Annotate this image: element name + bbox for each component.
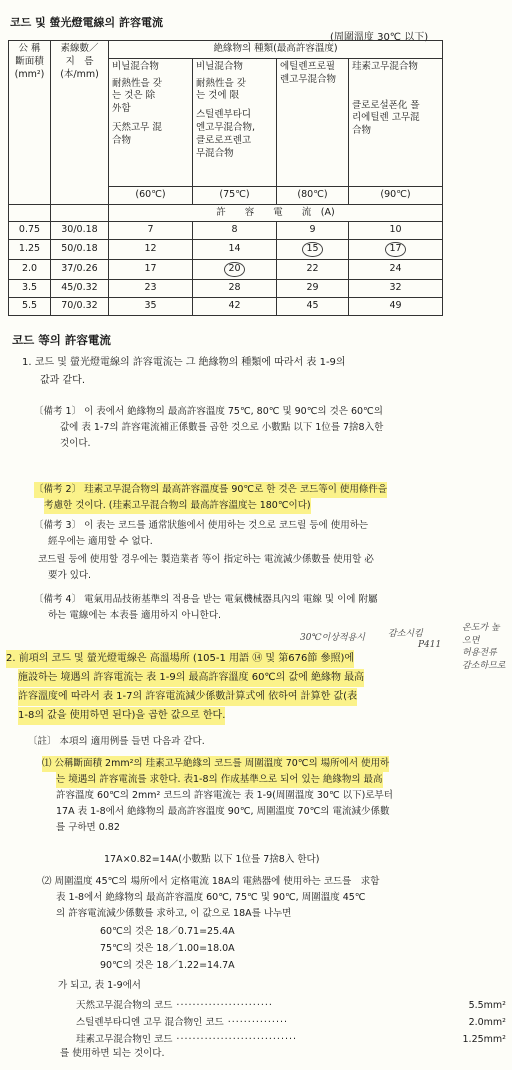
handwritten-note-3: P411 <box>418 640 442 650</box>
handwritten-note-4: 온도가 높으면 허용전류 감소하므로 <box>462 623 506 671</box>
example-1-calc: 17A×0.82=14A(小數點 以下 1位를 7捨8入 한다) <box>104 854 320 865</box>
ins-header-3: 에틸렌프로필 렌고무混合物 <box>277 58 349 186</box>
ins-header-1: 비닐混合物 耐熱性을 갖 는 것은 除 外함 天然고무 混 合物 <box>109 58 193 186</box>
ins-header-2: 비닐混合物 耐熱性을 갖 는 것에 限 스틸렌부타디 엔고무混合物, 클로로프렌고 무混合物 <box>193 58 277 186</box>
table-row: 1.25 50/0.18 12 14 15 17 <box>9 240 443 260</box>
temp-80: (80℃) <box>277 186 349 204</box>
temp-75: (75℃) <box>193 186 277 204</box>
handwritten-note-2: 감소시킴 <box>388 629 423 639</box>
result-list <box>76 998 506 1050</box>
list-item: 스틸렌부타디엔 고무 混合物인 코드 ··············· 2.0mm² <box>76 1017 506 1028</box>
example-2: ⑵ 周圍溫度 45℃의 場所에서 定格電流 18A의 電熱器에 使用하는 코드를 求함 表 1-8에서 絶緣物의 最高許容溫度 60℃, 75℃ 및 90℃, 周圍溫度 45℃ 의 許容電流減少係數를 求하고, 이 값으로 18A를 나누면 <box>42 876 380 919</box>
table-title: 코드 및 螢光燈電線의 許容電流 <box>10 16 163 29</box>
list-item: 珪素고무混合物인 코드 ······························ 1.25mm² <box>76 1034 506 1045</box>
paragraph-1: 1. 코드 및 螢光燈電線의 許容電流는 그 絶緣物의 種類에 따라서 表 1-9의 값과 같다. <box>22 357 346 386</box>
ins-header-4: 珪素고무混合物 클로로설폰化 폴 리에틸렌 고무混 合物 <box>349 58 443 186</box>
remark-3: 〔備考 3〕 이 表는 코드를 通常狀態에서 使用하는 것으로 코드릴 등에 使用하는 經우에는 適用할 수 없다. 코드릴 등에 使用할 경우에는 製造業者 等이 指定하는 電流減少係數를 使用할 必 要가 있다. <box>34 520 374 581</box>
ambient-condition: (周圍溫度 30℃ 以下) <box>330 32 429 43</box>
table-row: 3.5 45/0.32 23 28 29 32 <box>9 279 443 297</box>
table-row: 0.75 30/0.18 7 8 9 10 <box>9 222 443 240</box>
final-line: 를 使用하면 되는 것이다. <box>60 1048 165 1059</box>
temp-90: (90℃) <box>349 186 443 204</box>
col-strand-header: 素線數／ 지 름 (本/mm) <box>51 41 109 205</box>
col-area-header: 公 稱 斷面積 (mm²) <box>9 41 51 205</box>
ampacity-table <box>8 40 443 316</box>
paragraph-2: 2. 前項의 코드 및 螢光燈電線은 高溫場所 (105-1 用語 ⑭ 및 第676節 參照)에 施設하는 境遇의 許容電流는 表 1-9의 最高許容溫度 60℃의 값에 絶緣物 最高 許容溫度에 따라서 表 1-7의 許容電流減少係數計算式에 依하여 計算한 값(表 1-8의 값을 使用하면 된다)을 곱한 값으로 한다. <box>6 650 458 730</box>
example-1: ⑴ 公稱斷面積 2mm²의 珪素고무絶緣의 코드를 周圍溫度 70℃의 場所에서 使用하 는 境遇의 許容電流를 求한다. 表1-8의 作成基準으로 되어 있는 絶緣物의 最高 許容溫度 60℃의 2mm² 코드의 許容電流는 表 1-9(周圍溫度 30℃ 以下)로부터 17A 表 1-8에서 絶緣物의 最高許容溫度 90℃, 周圍溫度 70℃의 電流減少係數 를 구하면 0.82 <box>42 758 393 833</box>
remark-4: 〔備考 4〕 電氣用品技術基準의 적용을 받는 電氣機械器具內의 電線 및 이에 附屬 하는 電線에는 本表를 適用하지 아니한다. <box>34 594 378 621</box>
calc-list: 60℃의 것은 18／0.71=25.4A 75℃의 것은 18／1.00=18.0A 90℃의 것은 18／1.22=14.7A <box>100 926 235 971</box>
list-item: 天然고무混合物의 코드 ························ 5.5mm² <box>76 1000 506 1011</box>
handwritten-note-1: 30℃이상적용시 <box>300 633 365 643</box>
then-line: 가 되고, 表 1-9에서 <box>58 980 141 991</box>
table-row: 2.0 37/0.26 17 20 22 24 <box>9 260 443 280</box>
temp-60: (60℃) <box>109 186 193 204</box>
current-label: 許 容 電 流 (A) <box>109 204 443 222</box>
table-row: 5.5 70/0.32 35 42 45 49 <box>9 297 443 315</box>
section-heading: 코드 等의 許容電流 <box>12 333 111 347</box>
remark-2: 〔備考 2〕 珪素고무混合物의 最高許容溫度를 90℃로 한 것은 코드等이 使用條件을 考慮한 것이다. (珪素고무混合物의 最高許容溫度는 180℃이다) <box>34 482 504 518</box>
note-label: 〔註〕 本項의 適用例를 들면 다음과 같다. <box>28 736 205 747</box>
insulation-group-header: 絶緣物의 種類(最高許容溫度) <box>109 41 443 59</box>
remark-1: 〔備考 1〕 이 表에서 絶緣物의 最高許容溫度 75℃, 80℃ 및 90℃의 것은 60℃의 값에 表 1-7의 許容電流補正係數를 곱한 것으로 小數點 以下 1位를 7捨8入한 것이다. <box>34 406 384 449</box>
